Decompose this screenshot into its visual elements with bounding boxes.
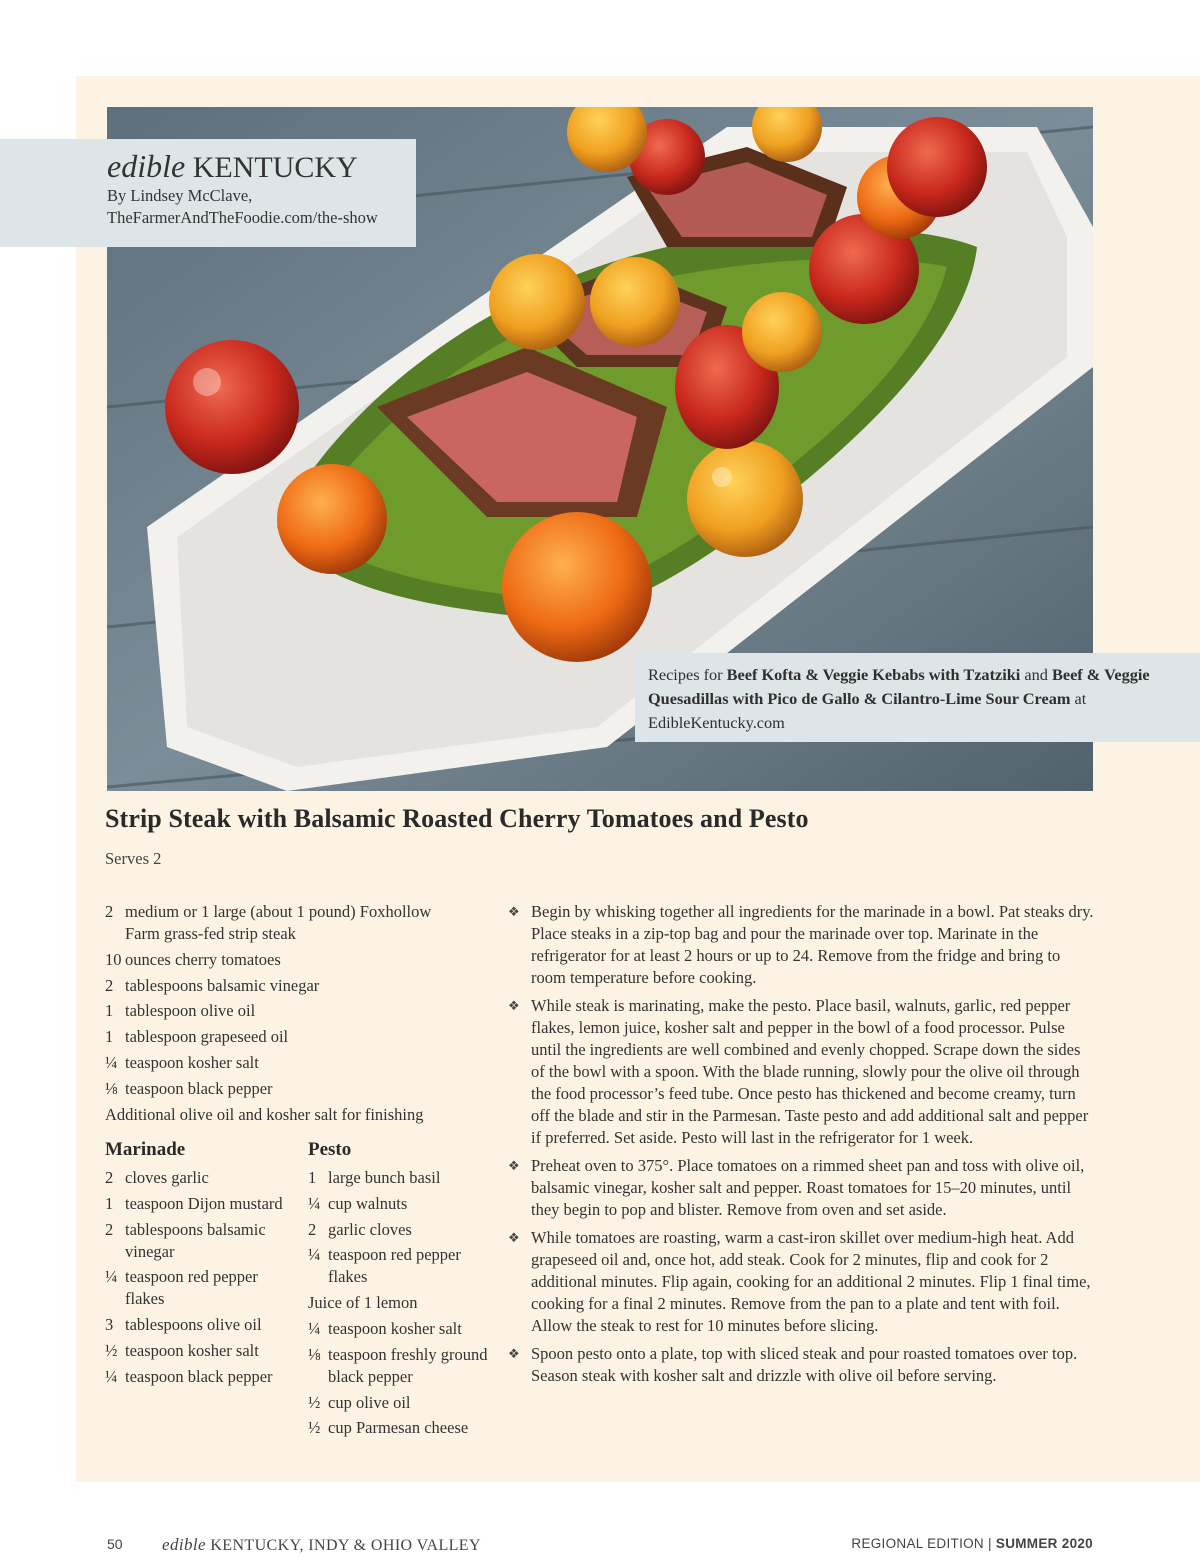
recipe-title: Strip Steak with Balsamic Roasted Cherry Tomatoes and Pesto xyxy=(105,804,809,833)
ingredient-text: tablespoons olive oil xyxy=(125,1315,262,1335)
ingredient-quantity: 2 xyxy=(105,975,114,995)
pesto-heading: Pesto xyxy=(308,1139,352,1160)
pesto-item xyxy=(308,1219,493,1241)
pesto-item xyxy=(308,1344,493,1388)
marinade-item xyxy=(105,1266,295,1310)
ingredient-text: tablespoon olive oil xyxy=(125,1001,256,1021)
ingredient-quantity: ½ xyxy=(308,1418,321,1438)
serves-count: Serves 2 xyxy=(105,849,162,868)
pesto-item xyxy=(308,1318,493,1340)
ingredient-quantity: ⅛ xyxy=(308,1344,321,1364)
marinade-item xyxy=(105,1366,295,1388)
marinade-heading: Marinade xyxy=(105,1139,186,1160)
ingredient-quantity: 3 xyxy=(105,1315,114,1335)
ingredient-item xyxy=(105,1026,465,1048)
instruction-text: Begin by whisking together all ingredients for the marinade in a bowl. Pat steaks dry. Place steaks in a zip-top bag and pour the marinade over top. Marinate in the refrigerator for at least 2 hours or up to 24. Remove from the fridge and bring to room temperature before cooking. xyxy=(531,902,1094,987)
ingredient-text: teaspoon kosher salt xyxy=(328,1318,462,1338)
instructions-list xyxy=(508,901,1098,1393)
recipe-link-kofta: Beef Kofta & Veggie Kebabs with Tzatziki xyxy=(726,665,1021,684)
ingredient-item xyxy=(105,1078,465,1100)
instruction-text: While tomatoes are roasting, warm a cast-iron skillet over medium-high heat. Add grapeseed oil and, once hot, add steak. Cook for 2 minutes, flip and cook for 2 additional minutes. Flip again, cooking for an additional 2 minutes. Flip 1 final time, cooking for a final 2 minutes. Remove from the pan to a plate and tent with foil. Allow the steak to rest for 10 minutes before slicing. xyxy=(531,1228,1091,1335)
marinade-item xyxy=(105,1340,295,1362)
ingredient-quantity: ½ xyxy=(308,1392,321,1412)
ingredient-text: medium or 1 large (about 1 pound) Foxhollow Farm grass-fed strip steak xyxy=(125,902,432,943)
ingredient-item xyxy=(105,1000,465,1022)
ingredient-text: teaspoon kosher salt xyxy=(125,1052,259,1072)
marinade-item xyxy=(105,1314,295,1336)
ingredient-quantity: ¼ xyxy=(308,1318,321,1338)
ingredient-text: garlic cloves xyxy=(328,1219,412,1239)
ingredient-text: teaspoon red pepper flakes xyxy=(125,1267,258,1309)
ingredient-quantity: 1 xyxy=(105,1027,114,1047)
marinade-item xyxy=(105,1219,295,1263)
ingredient-quantity: ⅛ xyxy=(105,1078,118,1098)
ingredient-quantity: 1 xyxy=(105,1193,114,1213)
instruction-step xyxy=(508,1227,1098,1337)
instruction-text: Preheat oven to 375°. Place tomatoes on a rimmed sheet pan and toss with olive oil, balsamic vinegar, kosher salt and pepper. Roast tomatoes for 15–20 minutes, until they begin to pop and blister. Remove from oven and set aside. xyxy=(531,1156,1085,1219)
pesto-item: Juice of 1 lemon xyxy=(308,1293,418,1313)
ingredient-text: ounces cherry tomatoes xyxy=(125,949,281,969)
ingredient-text: cloves garlic xyxy=(125,1168,209,1187)
marinade-item xyxy=(105,1193,295,1215)
pesto-item xyxy=(308,1167,493,1189)
ingredient-item xyxy=(105,975,465,997)
page-number: 50 xyxy=(107,1536,123,1552)
byline-website: TheFarmerAndTheFoodie.com/the-show xyxy=(107,208,378,227)
ingredient-text: teaspoon red pepper flakes xyxy=(328,1245,461,1287)
ingredient-quantity: ¼ xyxy=(105,1366,118,1386)
instruction-step xyxy=(508,995,1098,1149)
brand-box xyxy=(0,139,416,247)
ingredient-item xyxy=(105,1052,465,1074)
ingredient-text: cup Parmesan cheese xyxy=(328,1418,469,1438)
bullet-icon: ❖ xyxy=(508,998,520,1013)
ingredient-text: teaspoon Dijon mustard xyxy=(125,1193,283,1213)
ingredient-quantity: ¼ xyxy=(308,1193,321,1213)
ingredient-text: teaspoon freshly ground black pepper xyxy=(328,1344,488,1386)
brand-title: edible KENTUCKY xyxy=(107,148,358,184)
ingredient-quantity: 2 xyxy=(105,902,114,921)
ingredient-quantity: 10 xyxy=(105,949,122,969)
pesto-ingredients-list xyxy=(308,1167,493,1443)
instruction-step xyxy=(508,901,1098,989)
bullet-icon: ❖ xyxy=(508,1158,520,1173)
instruction-step xyxy=(508,1155,1098,1221)
edition-label: REGIONAL EDITION | SUMMER 2020 xyxy=(851,1536,1093,1551)
ingredient-text: cup walnuts xyxy=(328,1193,408,1213)
marinade-ingredients-list xyxy=(105,1167,295,1392)
ingredient-text: tablespoon grapeseed oil xyxy=(125,1027,289,1047)
ingredient-quantity: 2 xyxy=(308,1219,317,1239)
ingredient-text: large bunch basil xyxy=(328,1168,441,1187)
ingredient-quantity: 1 xyxy=(308,1168,317,1187)
page-footer xyxy=(107,1536,1093,1556)
bullet-icon: ❖ xyxy=(508,1346,520,1361)
ingredient-text: teaspoon kosher salt xyxy=(125,1340,259,1360)
byline-author: By Lindsey McClave, xyxy=(107,186,253,205)
ingredient-text: teaspoon black pepper xyxy=(125,1078,273,1098)
pesto-item xyxy=(308,1193,493,1215)
instruction-step xyxy=(508,1343,1098,1387)
instruction-text: Spoon pesto onto a plate, top with sliced steak and pour roasted tomatoes over top. Season steak with kosher salt and drizzle with olive oil before serving. xyxy=(531,1344,1078,1385)
publication-name: edible KENTUCKY, INDY & OHIO VALLEY xyxy=(162,1535,481,1554)
ingredient-text: tablespoons balsamic vinegar xyxy=(125,975,320,995)
marinade-item xyxy=(105,1167,295,1189)
bullet-icon: ❖ xyxy=(508,1230,520,1245)
ingredient-quantity: ¼ xyxy=(105,1052,118,1072)
ingredient-quantity: 1 xyxy=(105,1001,114,1021)
ingredient-text: cup olive oil xyxy=(328,1392,411,1412)
pesto-item xyxy=(308,1244,493,1288)
ingredient-quantity: ¼ xyxy=(308,1245,321,1265)
ingredient-item xyxy=(105,949,465,971)
ingredient-quantity: 2 xyxy=(105,1168,114,1187)
bullet-icon: ❖ xyxy=(508,904,520,919)
more-recipes-note: Recipes for Beef Kofta & Veggie Kebabs with Tzatziki and Beef & Veggie Quesadillas with Pico de Gallo & Cilantro-Lime Sour Cream at EdibleKentucky.com xyxy=(635,653,1200,742)
ingredient-quantity: 2 xyxy=(105,1219,114,1239)
ingredient-text: teaspoon black pepper xyxy=(125,1366,273,1386)
ingredient-text: tablespoons balsamic vinegar xyxy=(125,1219,266,1261)
pesto-item xyxy=(308,1417,493,1439)
ingredient-quantity: ½ xyxy=(105,1340,118,1360)
pesto-item xyxy=(308,1392,493,1414)
main-ingredients-list xyxy=(105,901,465,1129)
ingredient-item xyxy=(105,901,465,945)
instruction-text: While steak is marinating, make the pesto. Place basil, walnuts, garlic, red pepper flakes, lemon juice, kosher salt and pepper in the bowl of a food processor. Pulse until the ingredients are well combined and evenly chopped. Scrape down the sides of the bowl with a spoon. With the blade running, slowly pour the olive oil through the food processor’s feed tube. Once pesto has thickened and become creamy, turn off the blade and stir in the Parmesan. Taste pesto and add additional salt and pepper if preferred. Set aside. Pesto will last in the refrigerator for 1 week. xyxy=(531,996,1089,1147)
ingredient-quantity: ¼ xyxy=(105,1267,118,1287)
recipe-link-quesadillas: Beef & Veggie Quesadillas with Pico de Gallo & Cilantro-Lime Sour Cream xyxy=(648,665,1150,708)
finishing-note: Additional olive oil and kosher salt for finishing xyxy=(105,1104,424,1124)
